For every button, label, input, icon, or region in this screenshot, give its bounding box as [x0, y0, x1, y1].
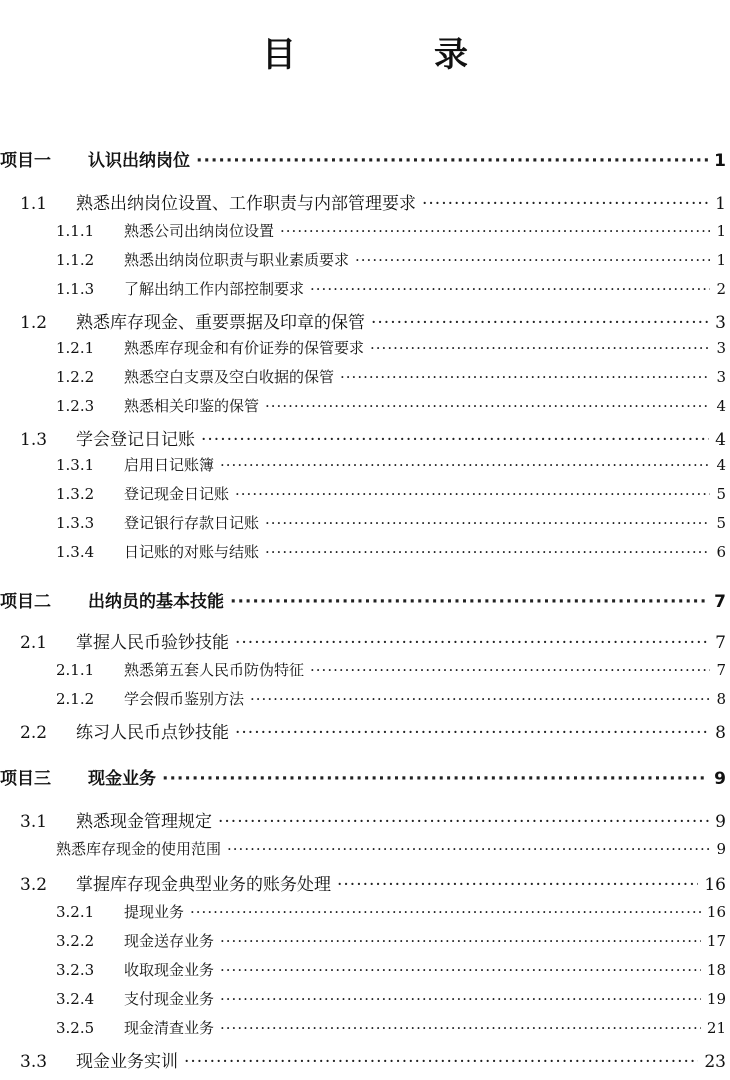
- toc-entry-number: 3.2.3: [56, 961, 95, 979]
- dot-leader: [235, 633, 709, 653]
- toc-entry-number: 3.2.4: [56, 990, 95, 1008]
- toc-entry[interactable]: [0, 838, 730, 859]
- toc-entry[interactable]: [0, 278, 730, 299]
- toc-entry[interactable]: [0, 220, 730, 241]
- dot-leader: [220, 932, 701, 950]
- toc-entry-title: 熟悉相关印鉴的保管: [124, 397, 260, 415]
- toc-entry[interactable]: [0, 587, 730, 612]
- dot-leader: [250, 690, 710, 708]
- toc-entry-number: 1.3.4: [56, 543, 95, 561]
- toc-entry[interactable]: [0, 454, 730, 475]
- toc-entry-page-number: 1: [716, 251, 726, 269]
- toc-entry-page-number: 18: [706, 961, 726, 979]
- toc-entry-title: 熟悉公司出纳岗位设置: [124, 222, 275, 240]
- toc-entry-page-number: 6: [716, 543, 726, 561]
- toc-entry-title: 了解出纳工作内部控制要求: [124, 280, 305, 298]
- dot-leader: [220, 1019, 701, 1037]
- toc-entry[interactable]: [0, 425, 730, 450]
- dot-leader: [265, 397, 710, 415]
- page-title: 目 录: [262, 35, 520, 75]
- toc-entry-title: 熟悉出纳岗位职责与职业素质要求: [124, 251, 350, 269]
- toc-entry[interactable]: [0, 308, 730, 333]
- toc-entry-number: 项目一: [0, 151, 51, 171]
- toc-entry-title: 熟悉库存现金、重要票据及印章的保管: [76, 313, 365, 333]
- toc-entry[interactable]: [0, 1047, 730, 1072]
- toc-entry-title: 熟悉出纳岗位设置、工作职责与内部管理要求: [76, 194, 416, 214]
- toc-entry[interactable]: [0, 659, 730, 680]
- toc-entry-number: 2.1.2: [56, 690, 95, 708]
- toc-entry-title: 现金清查业务: [124, 1019, 215, 1037]
- toc-entry-number: 2.1.1: [56, 661, 95, 679]
- dot-leader: [220, 961, 701, 979]
- dot-leader: [184, 1052, 698, 1072]
- toc-entry-title: 支付现金业务: [124, 990, 215, 1008]
- toc-entry[interactable]: [0, 541, 730, 562]
- toc-entry-page-number: 4: [715, 430, 726, 450]
- toc-entry-page-number: 23: [704, 1052, 726, 1072]
- toc-entry-page-number: 4: [716, 456, 726, 474]
- toc-entry-page-number: 21: [706, 1019, 726, 1037]
- dot-leader: [265, 543, 710, 561]
- dot-leader: [227, 840, 710, 858]
- toc-entry-number: 1.1.2: [56, 251, 95, 269]
- dot-leader: [422, 194, 709, 214]
- toc-entry-title: 出纳员的基本技能: [88, 592, 224, 612]
- toc-entry-number: 1.3: [20, 430, 48, 450]
- toc-entry-title: 熟悉空白支票及空白收据的保管: [124, 368, 335, 386]
- toc-entry[interactable]: [0, 189, 730, 214]
- toc-entry[interactable]: [0, 483, 730, 504]
- dot-leader: [310, 280, 710, 298]
- toc-entry-number: 1.2: [20, 313, 48, 333]
- toc-entry-title: 现金业务实训: [76, 1052, 178, 1072]
- toc-entry-title: 提现业务: [124, 903, 185, 921]
- toc-entry-title: 熟悉库存现金和有价证券的保管要求: [124, 339, 365, 357]
- toc-entry[interactable]: [0, 930, 730, 951]
- toc-entry-page-number: 16: [706, 903, 726, 921]
- toc-entry[interactable]: [0, 718, 730, 743]
- toc-entry-number: 1.1: [20, 194, 48, 214]
- dot-leader: [196, 151, 708, 171]
- toc-entry-title: 练习人民币点钞技能: [76, 723, 229, 743]
- dot-leader: [190, 903, 701, 921]
- toc-entry-page-number: 2: [716, 280, 726, 298]
- toc-entry-number: 2.2: [20, 723, 48, 743]
- toc-entry-number: 3.1: [20, 812, 48, 832]
- toc-entry-number: 1.1.1: [56, 222, 95, 240]
- toc-entry-page-number: 4: [716, 397, 726, 415]
- toc-entry-number: 3.2: [20, 875, 48, 895]
- toc-entry[interactable]: [0, 337, 730, 358]
- toc-entry-page-number: 3: [716, 339, 726, 357]
- toc-entry-number: 1.3.1: [56, 456, 95, 474]
- toc-entry[interactable]: [0, 512, 730, 533]
- toc-entry-title: 学会假币鉴别方法: [124, 690, 245, 708]
- toc-entry-number: 1.3.2: [56, 485, 95, 503]
- toc-entry-number: 1.2.2: [56, 368, 95, 386]
- dot-leader: [340, 368, 710, 386]
- toc-entry-number: 项目三: [0, 769, 51, 789]
- toc-entry-page-number: 17: [706, 932, 726, 950]
- toc-entry-page-number: 8: [716, 690, 726, 708]
- toc-entry-page-number: 7: [716, 661, 726, 679]
- toc-entry-title: 登记银行存款日记账: [124, 514, 260, 532]
- dot-leader: [220, 456, 710, 474]
- toc-entry-page-number: 9: [714, 769, 726, 789]
- toc-entry-page-number: 7: [714, 592, 726, 612]
- dot-leader: [337, 875, 698, 895]
- toc-entry-number: 3.2.2: [56, 932, 95, 950]
- toc-entry[interactable]: [0, 628, 730, 653]
- toc-entry-page-number: 1: [716, 222, 726, 240]
- toc-entry-number: 3.2.5: [56, 1019, 95, 1037]
- toc-entry-number: 1.1.3: [56, 280, 95, 298]
- toc-entry-title: 熟悉第五套人民币防伪特征: [124, 661, 305, 679]
- toc-entry[interactable]: [0, 764, 730, 789]
- dot-leader: [370, 339, 710, 357]
- toc-entry-number: 1.2.1: [56, 339, 95, 357]
- toc-entry-title: 启用日记账簿: [124, 456, 215, 474]
- toc-entry-number: 1.3.3: [56, 514, 95, 532]
- toc-entry[interactable]: [0, 688, 730, 709]
- toc-entry-page-number: 1: [714, 151, 726, 171]
- toc-entry-page-number: 5: [716, 485, 726, 503]
- toc-entry-title: 掌握库存现金典型业务的账务处理: [76, 875, 331, 895]
- toc-entry-number: 3.2.1: [56, 903, 95, 921]
- toc-entry-title: 熟悉库存现金的使用范围: [56, 840, 222, 858]
- toc-entry-page-number: 5: [716, 514, 726, 532]
- dot-leader: [355, 251, 710, 269]
- toc-entry-title: 认识出纳岗位: [88, 151, 190, 171]
- toc-entry-number: 2.1: [20, 633, 48, 653]
- dot-leader: [235, 723, 709, 743]
- dot-leader: [201, 430, 709, 450]
- toc-entry-page-number: 19: [706, 990, 726, 1008]
- dot-leader: [265, 514, 710, 532]
- toc-entry[interactable]: [0, 959, 730, 980]
- dot-leader: [218, 812, 709, 832]
- toc-entry[interactable]: [0, 366, 730, 387]
- toc-entry[interactable]: [0, 870, 730, 895]
- toc-entry-page-number: 8: [715, 723, 726, 743]
- toc-entry[interactable]: [0, 249, 730, 270]
- toc-entry-page-number: 9: [715, 812, 726, 832]
- toc-entry-page-number: 3: [715, 313, 726, 333]
- toc-entry-number: 项目二: [0, 592, 51, 612]
- toc-entry[interactable]: [0, 807, 730, 832]
- toc-entry-number: 1.2.3: [56, 397, 95, 415]
- dot-leader: [235, 485, 710, 503]
- dot-leader: [371, 313, 709, 333]
- toc-entry-page-number: 9: [716, 840, 726, 858]
- toc-entry-title: 熟悉现金管理规定: [76, 812, 212, 832]
- dot-leader: [220, 990, 701, 1008]
- dot-leader: [162, 769, 708, 789]
- toc-entry-number: 3.3: [20, 1052, 48, 1072]
- toc-entry-title: 掌握人民币验钞技能: [76, 633, 229, 653]
- toc-entry-page-number: 7: [715, 633, 726, 653]
- toc-entry[interactable]: [0, 146, 730, 171]
- toc-entry-page-number: 3: [716, 368, 726, 386]
- dot-leader: [310, 661, 710, 679]
- toc-entry-title: 收取现金业务: [124, 961, 215, 979]
- dot-leader: [230, 592, 708, 612]
- toc-entry-page-number: 1: [715, 194, 726, 214]
- toc-entry[interactable]: [0, 395, 730, 416]
- toc-entry-title: 学会登记日记账: [76, 430, 195, 450]
- toc-entry-title: 日记账的对账与结账: [124, 543, 260, 561]
- toc-entry-title: 现金业务: [88, 769, 156, 789]
- dot-leader: [280, 222, 710, 240]
- toc-entry[interactable]: [0, 988, 730, 1009]
- toc-entry-title: 现金送存业务: [124, 932, 215, 950]
- toc-entry-page-number: 16: [704, 875, 726, 895]
- toc-entry[interactable]: [0, 901, 730, 922]
- toc-entry[interactable]: [0, 1017, 730, 1038]
- toc-entry-title: 登记现金日记账: [124, 485, 230, 503]
